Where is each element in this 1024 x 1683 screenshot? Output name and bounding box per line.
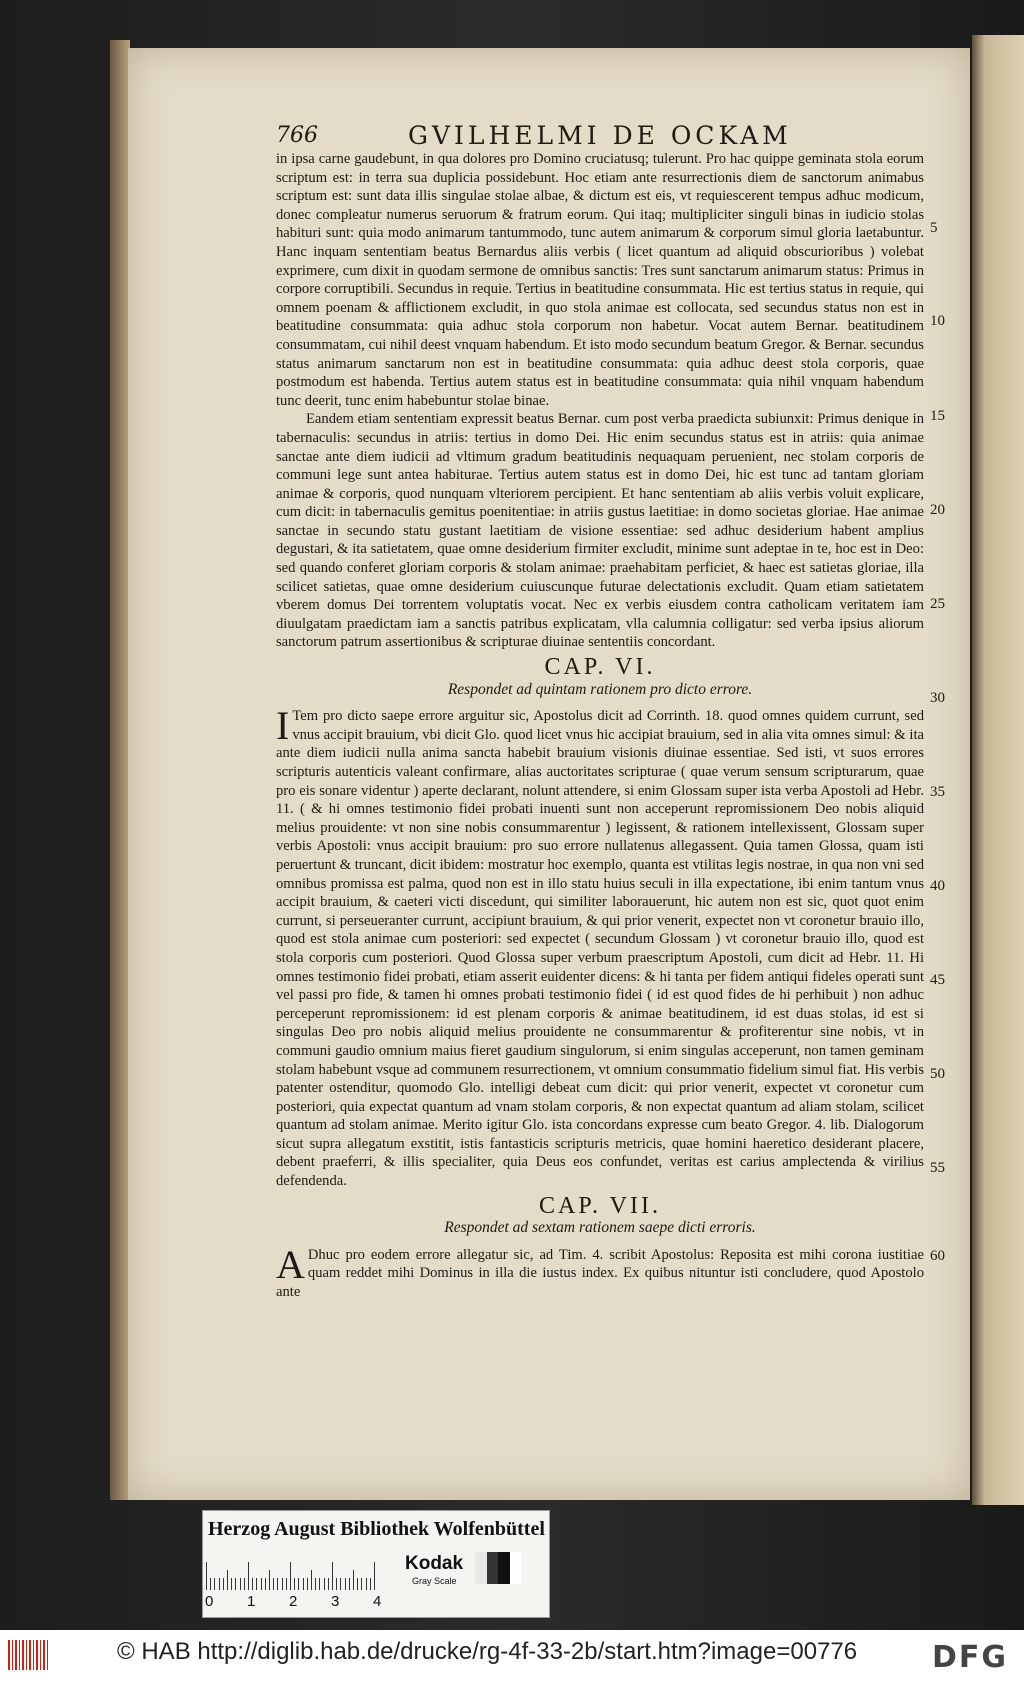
gray-scale-swatches [475, 1552, 521, 1584]
ruler-tick [214, 1578, 215, 1590]
line-number: 55 [930, 1160, 945, 1176]
ruler-tick [349, 1578, 350, 1590]
ruler-tick [223, 1578, 224, 1590]
ruler-tick [315, 1578, 316, 1590]
ruler-tick [286, 1578, 287, 1590]
ruler-tick [311, 1570, 312, 1590]
dfg-logo: DFG [932, 1640, 1009, 1675]
ruler-tick [328, 1578, 329, 1590]
ruler-tick [340, 1578, 341, 1590]
ruler-tick [269, 1570, 270, 1590]
gray-scale-label: Gray Scale [412, 1576, 457, 1586]
ruler-number: 1 [247, 1593, 256, 1610]
library-label-card [202, 1510, 550, 1618]
ruler-numbers [205, 1593, 395, 1613]
line-number: 10 [930, 313, 945, 329]
facing-page-edge [972, 35, 1024, 1505]
line-number: 60 [930, 1248, 945, 1264]
ruler-tick [345, 1578, 346, 1590]
ruler-tick [290, 1562, 291, 1590]
chapter-subtitle: Respondet ad sextam rationem saepe dicti erroris. [444, 1219, 756, 1237]
library-name: Herzog August Bibliothek Wolfenbüttel [208, 1518, 545, 1540]
ruler-tick [282, 1578, 283, 1590]
ruler-tick [219, 1578, 220, 1590]
line-number: 15 [930, 408, 945, 424]
line-number: 25 [930, 596, 945, 612]
ruler-tick [231, 1578, 232, 1590]
running-head [148, 123, 938, 151]
ruler-tick [244, 1578, 245, 1590]
kodak-logo: Kodak [405, 1553, 464, 1574]
ruler-tick [277, 1578, 278, 1590]
ruler-tick [298, 1578, 299, 1590]
drop-initial: I [276, 703, 290, 749]
ruler-tick [324, 1578, 325, 1590]
ruler-tick [206, 1562, 207, 1590]
ruler-tick [227, 1570, 228, 1590]
paragraph: in ipsa carne gaudebunt, in qua dolores pro Domino cruciatusq; tulerunt. Pro hac quippe geminata stola eorum scriptum est: in terra sua duplicia possidebunt. Hoc etiam ante resurrectionis diem de sanctorum animabus scriptum est: sunt data illis singulae stolae albae, & dictum est eis, vt requiescerent tempus adhuc modicum, donec compleatur numerus seruorum & fratrum eorum. Qui itaq; multipliciter singuli binas in iudicio stolas habituri sunt: quia modo animarum tantummodo, tunc autem animarum & corporum simul gloria laetabuntur. Hanc inquam sententiam beatus Bernardus aliis verbis ( licet quantum ad aliquid obscurioribus ) volebat exprimere, cum dixit in quodam sermone de omnibus sanctis: Tres sunt sanctarum animarum status: Primus in corpore corruptibili. Secundus in requie. Tertius in beatitudine consummata. Hic est tertius status in requie, qui omnem poenam & afflictionem excludit, in quo stola animae est collocata, sed secundus status non est in beatitudine consummata: quia adhuc stola corporum non habetur. Vocat autem Bernar. beatitudinem consummatam, cui nihil deest vnquam habendum. Et isto modo secundum beatum Gregor. & Bernar. secundus status animarum sanctarum non est in beatitudine consummata: quia adhuc deest stola corporis, quae postmodum est habenda. Tertius autem status est in beatitudine consummata: quia nihil vnquam habendum tunc deerit, tunc enim habebuntur stolae binae. [276, 151, 924, 409]
ruler-tick [319, 1578, 320, 1590]
line-number: 30 [930, 690, 945, 706]
chapter-subtitle: Respondet ad quintam rationem pro dicto errore. [447, 680, 753, 698]
chapter-paragraph [276, 1241, 924, 1302]
running-title: GVILHELMI DE OCKAM [408, 121, 792, 150]
page-number: 766 [276, 123, 318, 148]
ruler-tick [265, 1578, 266, 1590]
ruler-tick [273, 1578, 274, 1590]
measurement-ruler [206, 1558, 406, 1590]
chapter-heading: CAP. VII. [539, 1192, 661, 1219]
ruler-tick [261, 1578, 262, 1590]
footer-source-link[interactable]: © HAB http://diglib.hab.de/drucke/rg-4f-33-2b/start.htm?image=00776 [117, 1638, 858, 1665]
ruler-tick [294, 1578, 295, 1590]
ruler-tick [248, 1562, 249, 1590]
ruler-tick [307, 1578, 308, 1590]
ruler-number: 3 [331, 1593, 340, 1610]
ruler-tick [210, 1578, 211, 1590]
book-spine-edge [110, 40, 130, 1500]
hab-logo-icon [8, 1640, 48, 1670]
ruler-tick [240, 1578, 241, 1590]
ruler-number: 4 [373, 1593, 382, 1610]
drop-initial: A [276, 1241, 305, 1287]
footer-bar [0, 1630, 1024, 1683]
line-number: 45 [930, 972, 945, 988]
ruler-tick [366, 1578, 367, 1590]
chapter-paragraph [276, 703, 924, 1190]
line-number: 20 [930, 502, 945, 518]
ruler-tick [361, 1578, 362, 1590]
line-number: 40 [930, 878, 945, 894]
page-body [276, 150, 924, 1302]
line-number: 5 [930, 220, 938, 236]
chapter-text: Dhuc pro eodem errore allegatur sic, ad Tim. 4. scribit Apostolus: Reposita est mihi corona iustitiae quam reddet mihi Dominus in illa die iustus index. Ex quibus nituntur isti concludere, quod Apostolo ante [276, 1246, 924, 1301]
paragraph: Eandem etiam sententiam expressit beatus Bernar. cum post verba praedicta subiunxit: Primus denique in tabernaculis: secundus in atriis: tertius in domo Dei. Hic enim secundus status est in atriis: quia animae sanctae ante diem iudicii ad vltimum gradum beatitudinis nequaquam peruenient, nec stolam corporis de communi lege sunt antea habiturae. Tertius autem status est in domo Dei, hic est tunc ad tantam gloriam animae & corporis, quod nunquam vlteriorem percipient. Et hanc sententiam ab aliis verbis voluit explicare, cum dicit: in tabernaculis gemitus poenitentiae: in atriis gustus laetitiae: in domo societas gloriae. Hae animae sanctae in secundo statu gustant laetitiam de visione essentiae: sed adhuc desiderium habent amplius degustari, & ita satietatem, quae omne desiderium firmiter excludit, minime sunt adeptae in te, hoc est in Deo: sed quando conferet gloriam corporis & stolam animae: praehabitam perficiet, & haec est satietas gloriae, illa scilicet satietas, quae omne desiderium cuiuscunque futurae delectationis excludit. Quam etiam satietatem vberem domus Dei torrentem voluptatis vocat. Nec ex verbis eiusdem contra catholicam veritatem iam diuulgatam praedictam iam a sanctis patribus explicatam, vlla calumnia colligatur: sed verba ipsius aliorum sanctorum patrum assertionibus & scripturae diuinae sententiis concordant. [276, 411, 924, 651]
ruler-tick [303, 1578, 304, 1590]
ruler-number: 2 [289, 1593, 298, 1610]
chapter-text: Tem pro dicto saepe errore arguitur sic, Apostolus dicit ad Corrinth. 18. quod omnes quidem currunt, sed vnus accipit brauium, vbi dicit Glo. quod licet vnus hic accipiat brauium, sed in alia vita omnes simul: & ita ante diem iudicii nulla anima sancta habebit brauium visionis diuinae essentiae. Sed isti, vt suos errores scripturis autenticis valeant confirmare, alias auctoritates scripturae ( quae verum sensum scripturarum, quae pro eis sonare videntur ) aperte declarant, nolunt attendere, si enim Glossam super ista verba Apostoli ad Hebr. 11. ( & hi omnes testimonio fidei probati inuenti sunt non acceperunt repromissionem Deo nobis aliquid melius prouidente: vt non sine nobis consummarentur ) legissent, & rationem intellexissent, Glossam super verbis Apostoli: vnus accipit brauium: pro suo errore nullatenus allegassent. Quia tamen Glossa, quam isti peruertunt & truncant, dicit ibidem: mostratur hoc exemplo, quanta est vtilitas legis nostrae, in qua non vni sed omnibus promissa est palma, quod non est in illo statu huius seculi in illa expectatione, ibi enim tantum vnus accipit brauium, & caeteri victi discedunt, qui similiter laborauerunt, hic autem non est sic, quot quot enim currunt, si perseueranter currunt, accipiunt brauium, & qui prior venerit, expectet non vt coronetur brauio illo, quod est stola animae cum posteriori: sed expectet ( secundum Glossam ) vt coronetur brauio illo, quod est stola corporis cum posteriori. Quod Glossa super verbum praescriptum Apostoli, cum dicit ad Hebr. 11. Hi omnes testimonio fidei probati, etiam asserit euidenter dicens: & hi tanta per fidem antiqui fideles operati sunt vel passi pro fide, & tamen hi omnes probati testimonio fidei ( id est quod fides de hi perhibuit ) non adhuc perceperunt repromissionem: id est plenam corporis & animae beatitudinem, id est duas stolas, id est si singulas Deo pro nobis aliquid melius prouidente ne consummarentur & profiterentur sine nobis, vt in communi gaudio omnium maius fieret gaudium singulorum, si enim singulas acceperunt, non tamen geminam stolam habebunt vsque ad communem resurrectionem, vt omnium consummatio fidelium simul fiat. His verbis patenter ostenditur, quomodo Glo. intelligi debeat cum dicit: qui prior venerit, expectet vt coronetur cum posteriori, quia expectat quantum ad vnam stolam corporis, & non expectat quantum ad aliam stolam, scilicet quantum ad stolam animae. Merito igitur Glo. ista concordans expresse cum beato Gregor. 4. lib. Dialogorum sicut supra allegatum exstitit, istis fantasticis scripturis metricis, quae homini haeretico desiderant placere, debent praeferri, & illis specialiter, quia Deus eos confundet, veritas est carius amplectenda & virilius defendenda. [276, 708, 924, 1190]
ruler-number: 0 [205, 1593, 214, 1610]
line-number: 35 [930, 784, 945, 800]
ruler-tick [357, 1578, 358, 1590]
ruler-tick [256, 1578, 257, 1590]
ruler-tick [332, 1562, 333, 1590]
line-number: 50 [930, 1066, 945, 1082]
ruler-tick [353, 1570, 354, 1590]
ruler-tick [235, 1578, 236, 1590]
ruler-tick [370, 1578, 371, 1590]
ruler-tick [252, 1578, 253, 1590]
ruler-tick [336, 1578, 337, 1590]
chapter-heading: CAP. VI. [544, 654, 656, 681]
ruler-tick [374, 1562, 375, 1590]
